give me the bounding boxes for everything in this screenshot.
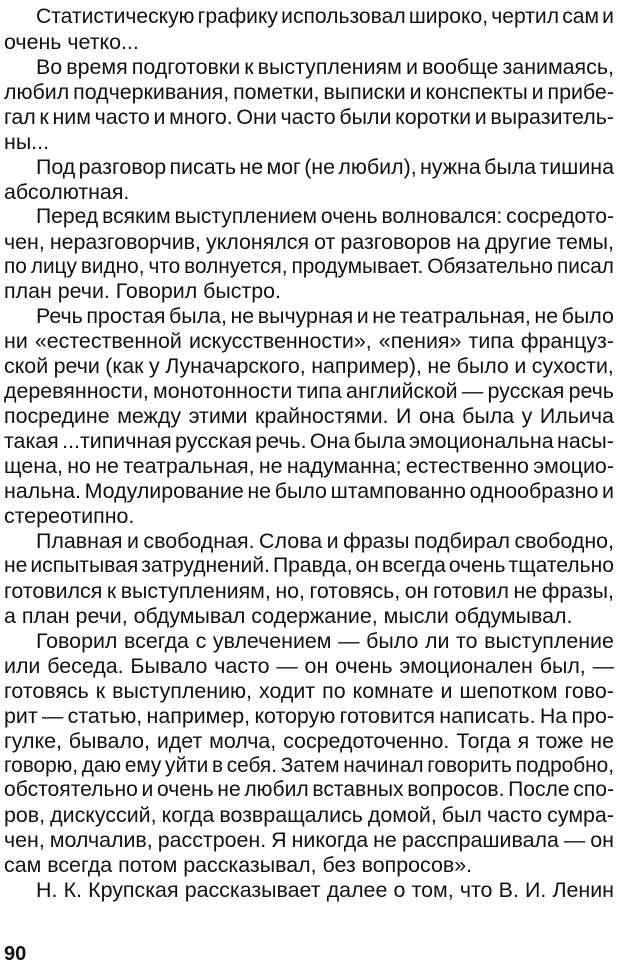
text-line: ров, дискуссий, когда возвращались домой, был часто сумра-	[4, 803, 614, 828]
text-line: готовился к выступлениям, но, готовясь, он готовил не фразы,	[4, 578, 614, 603]
page-number: 90	[4, 943, 27, 965]
text-line: очень четко...	[4, 29, 139, 54]
text-line: сам всегда потом рассказывал, без вопросов».	[4, 853, 473, 878]
text-line: стереотипно.	[4, 504, 135, 528]
text-line: такая ...типичная русская речь. Она была эмоциональна насы-	[4, 429, 614, 454]
text-line: гулке, бывало, идет молча, сосредоточенно. Тогда я тоже не	[4, 728, 614, 753]
text-line: Говорил всегда с увлечением — было ли то выступление	[36, 628, 614, 653]
text-line: Речь простая была, не вычурная и не театральная, не было	[36, 304, 614, 329]
text-line: любил подчеркивания, пометки, выписки и конспекты и прибе-	[4, 79, 614, 104]
text-line: ны...	[4, 129, 50, 154]
text-line: Под разговор писать не мог (не любил), нужна была тишина	[36, 154, 614, 179]
text-line: щена, но не театральная, не надуманна; естественно эмоцио-	[4, 454, 614, 479]
text-line: Перед всяким выступлением очень волновался: сосредото-	[36, 204, 614, 228]
text-line: или беседа. Бывало часто — он очень эмоционален был, —	[4, 653, 614, 678]
text-line: чен, молчалив, расстроен. Я никогда не расспрашивала — он	[4, 828, 614, 853]
text-line: гал к ним часто и много. Они часто были коротки и выразитель-	[4, 104, 614, 129]
text-line: абсолютная.	[4, 179, 130, 204]
text-line: деревянности, монотонности типа английской — русская речь	[4, 379, 614, 404]
text-line: по лицу видно, что волнуется, продумывает. Обязательно писал	[4, 254, 614, 278]
text-line: Во время подготовки к выступлениям и вообще занимаясь,	[36, 54, 614, 79]
text-line: Н. К. Крупская рассказывает далее о том, что В. И. Ленин	[36, 878, 614, 903]
text-line: а план речи, обдумывал содержание, мысли обдумывал.	[4, 603, 573, 628]
text-line: рит — статью, например, которую готовится написать. На про-	[4, 703, 614, 728]
text-line: план речи. Говорил быстро.	[4, 279, 281, 304]
text-line: Плавная и свободная. Слова и фразы подбирал свободно,	[36, 528, 614, 553]
text-line: посредине между этими крайностями. И она была у Ильича	[4, 404, 614, 429]
text-line: говорю, даю ему уйти в себя. Затем начинал говорить подробно,	[4, 753, 614, 777]
book-page	[4, 0, 614, 974]
text-line: Статистическую графику использовал широко, чертил сам и	[36, 5, 614, 28]
text-line: готовясь к выступлению, ходит по комнате и шепотком гово-	[4, 678, 614, 703]
text-line: ни «естественной искусственности», «пения» типа француз-	[4, 329, 614, 354]
text-line: чен, неразговорчив, уклонялся от разговоров на другие темы,	[4, 229, 614, 254]
text-line: обстоятельно и очень не любил вставных вопросов. После спо-	[4, 778, 614, 802]
text-line: нальна. Модулирование не было штампованно однообразно и	[4, 479, 614, 504]
text-line: не испытывая затруднений. Правда, он всегда очень тщательно	[4, 553, 614, 577]
text-line: ской речи (как у Луначарского, например), не было и сухости,	[4, 354, 614, 379]
